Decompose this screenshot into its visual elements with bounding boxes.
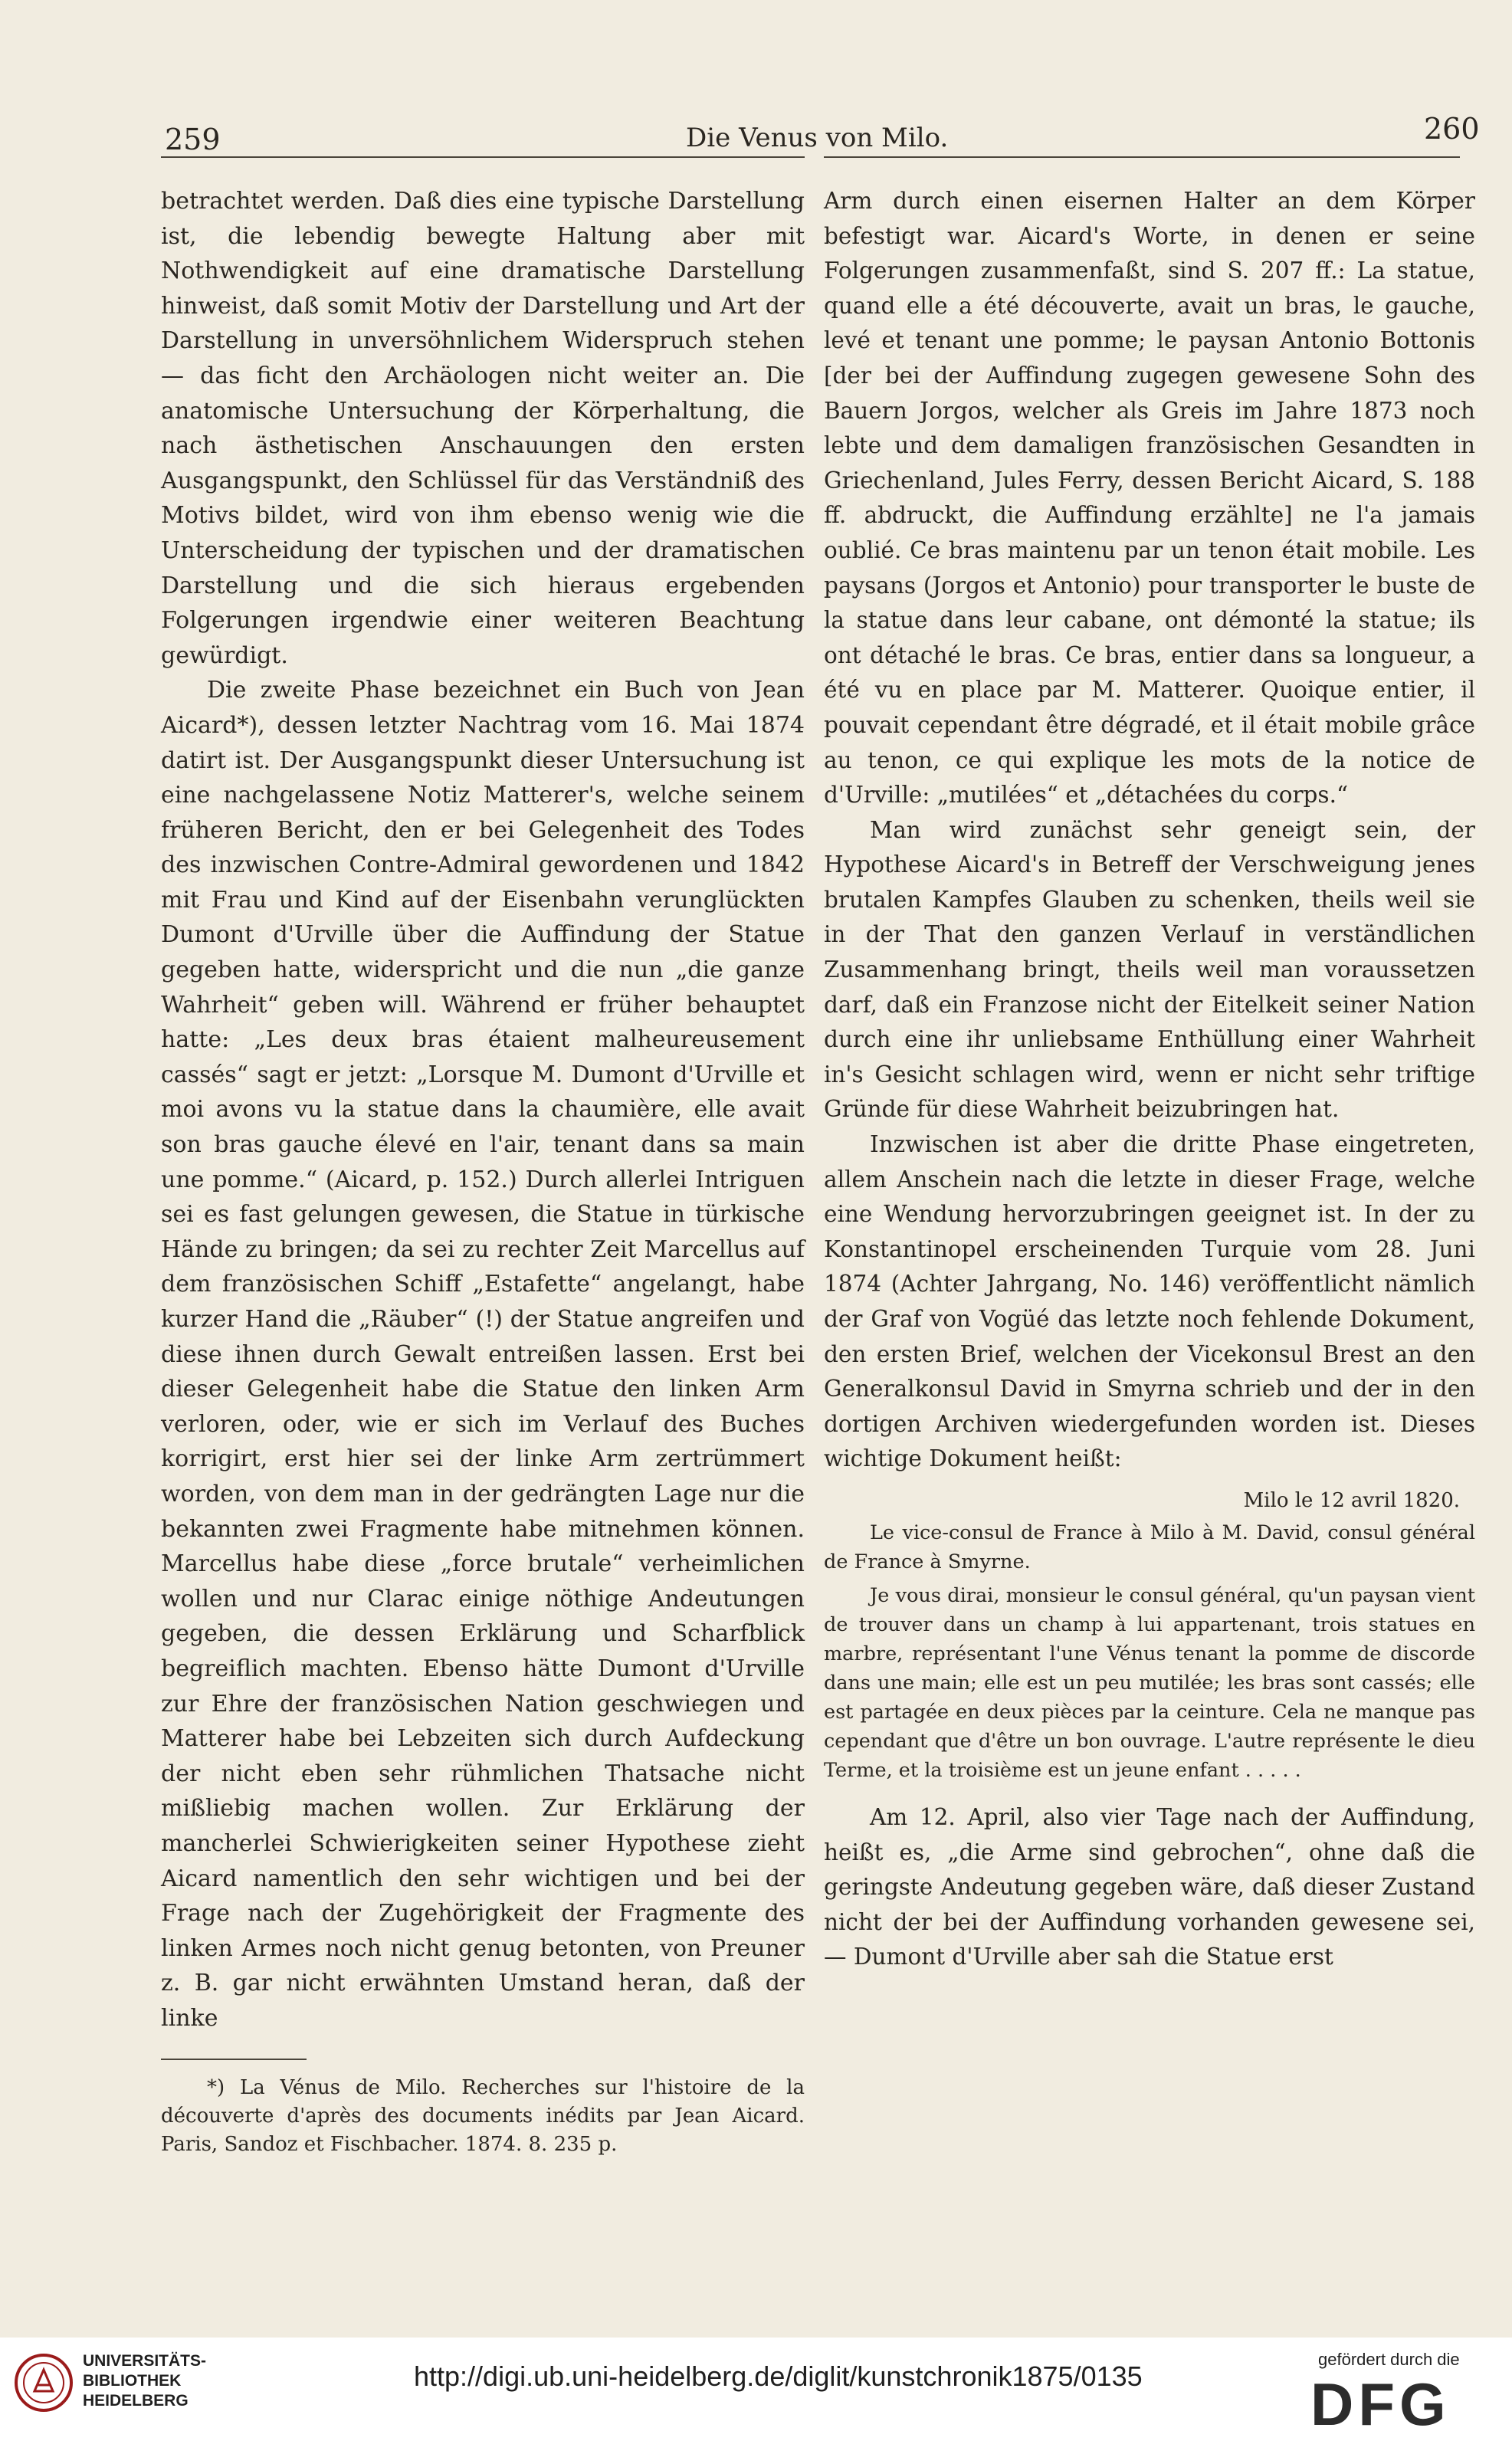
header-rule-left — [161, 156, 805, 158]
paragraph: Die zweite Phase bezeichnet ein Buch von Jean Aicard*), dessen letzter Nachtrag vom 16. Mai 1874 datirt ist. Der Ausgangspunkt dieser Untersuchung ist eine nachgelassene Notiz Matterer's, welche seinem früheren Bericht, den er bei Gelegenheit des Todes des inzwischen Contre-Admiral gewordenen und 1842 mit Frau und Kind auf der Eisenbahn verunglückten Dumont d'Urville über die Auffindung der Statue gegeben hatte, widerspricht und die nun „die ganze Wahrheit“ geben will. Während er früher behauptet hatte: „Les deux bras étaient malheureusement cassés“ sagt er jetzt: „Lorsque M. Dumont d'Urville et moi avons vu la statue dans la chaumière, elle avait son bras gauche élevé en l'air, tenant dans sa main une pomme.“ (Aicard, p. 152.) Durch allerlei Intriguen sei es fast gelungen gewesen, die Statue in türkische Hände zu bringen; da sei zu rechter Zeit Marcellus auf dem französischen Schiff „Estafette“ angelangt, habe kurzer Hand die „Räuber“ (!) der Statue angreifen und diese ihnen durch Gewalt entreißen lassen. Erst bei dieser Gelegenheit habe die Statue den linken Arm verloren, oder, wie er sich im Verlauf des Buches korrigirt, erst hier sei der linke Arm zertrümmert worden, von dem man in der gedrängten Lage nur die bekannten zwei Fragmente habe mitnehmen können. Marcellus habe diese „force brutale“ verheimlichen wollen und nur Clarac einige nöthige Andeutungen gegeben, die dessen Erklärung und Scharfblick begreiflich machten. Ebenso hätte Dumont d'Urville zur Ehre der französischen Nation geschwiegen und Matterer habe bei Lebzeiten sich durch Aufdeckung der nicht eben sehr rühmlichen Thatsache nicht mißliebig machen wollen. Zur Erklärung der mancherlei Schwierigkeiten seiner Hypothese zieht Aicard namentlich den sehr wichtigen und bei der Frage nach der Zugehörigkeit der Fragmente des linken Armes noch nicht genug betonten, von Preuner z. B. gar nicht erwähnten Umstand heran, daß der linke — [161, 677, 805, 2032]
footnote-rule — [161, 2059, 307, 2060]
left-column — [161, 184, 805, 2159]
letter-date: Milo le 12 avril 1820. — [1243, 1488, 1460, 1512]
running-title: Die Venus von Milo. — [686, 123, 949, 153]
page-number-left: 259 — [165, 123, 221, 156]
permalink-url[interactable]: http://digi.ub.uni-heidelberg.de/diglit/kunstchronik1875/0135 — [414, 2360, 1143, 2392]
paragraph: Inzwischen ist aber die dritte Phase eingetreten, allem Anschein nach die letzte in dieser Frage, welche eine Wendung hervorzubringen geeignet ist. In der zu Konstantinopel erscheinenden Turquie vom 28. Juni 1874 (Achter Jahrgang, No. 146) veröffentlicht nämlich der Graf von Vogüé das letzte noch fehlende Dokument, den ersten Brief, welchen der Vicekonsul Brest an den Generalkonsul David in Smyrna schrieb und der in den dortigen Archiven wiedergefunden worden ist. Dieses wichtige Dokument heißt: — [824, 1131, 1475, 1472]
footnote: *) La Vénus de Milo. Recherches sur l'histoire de la découverte d'après des documents inédits par Jean Aicard. Paris, Sandoz et Fischbacher. 1874. 8. 235 p. — [161, 2076, 805, 2157]
paragraph: Am 12. April, also vier Tage nach der Auffindung, heißt es, „die Arme sind gebrochen“, ohne daß die geringste Andeutung gegeben wäre, daß dieser Zustand nicht der bei der Auffindung vorhanden gewesene sei, — Dumont d'Urville aber sah die Statue erst — [824, 1803, 1475, 1970]
letter-body: Je vous dirai, monsieur le consul général, qu'un paysan vient de trouver dans un champ à lui appartenant, trois statues en marbre, représentant l'une Vénus tenant la pomme de discorde dans une main; elle est un peu mutilée; les bras sont cassés; elle est partagée en deux pièces par la ceinture. Cela ne manque pas cependant que d'être un bon ouvrage. L'autre représente le dieu Terme, et la troisième est un jeune enfant . . . . . — [824, 1583, 1475, 1782]
viewer-footer — [0, 2338, 1512, 2454]
paragraph: Man wird zunächst sehr geneigt sein, der Hypothese Aicard's in Betreff der Verschweigung jenes brutalen Kampfes Glauben zu schenken, theils weil sie in der That den ganzen Verlauf in verständlichen Zusammenhang bringt, theils weil man voraussetzen darf, daß ein Franzose nicht der Eitelkeit seiner Nation durch eine ihr unliebsame Enthüllung einer Wahrheit in's Gesicht schlagen wird, wenn er nicht sehr triftige Gründe für diese Wahrheit beizubringen hat. — [824, 816, 1475, 1123]
dfg-logo — [1303, 2371, 1494, 2433]
paragraph: Arm durch einen eisernen Halter an dem Körper befestigt war. Aicard's Worte, in denen er seine Folgerungen zusammenfaßt, sind S. 207 ff.: La statue, quand elle a été découverte, avait un bras, le gauche, levé et tenant une pomme; le paysan Antonio Bottonis [der bei der Auffindung zugegen gewesene Sohn des Bauern Jorgos, welcher als Greis im Jahre 1873 noch lebte und dem damaligen französischen Gesandten in Griechenland, Jules Ferry, dessen Bericht Aicard, S. 188 ff. abdruckt, die Auffindung erzählte] ne l'a jamais oublié. Ce bras maintenu par un tenon était mobile. Les paysans (Jorgos et Antonio) pour transporter le buste de la statue dans leur cabane, ont démonté la statue; ils ont détaché le bras. Ce bras, entier dans sa longueur, a été vu en place par M. Matterer. Quoique entier, il pouvait cependant être dégradé, et il était mobile grâce au tenon, ce qui explique les mots de la notice de d'Urville: „mutilées“ et „détachées du corps.“ — [824, 188, 1475, 809]
funded-by-label: gefördert durch die — [1318, 2350, 1460, 2369]
dfg-wordmark: DFG — [1310, 2371, 1451, 2433]
header-rule-right — [824, 156, 1460, 158]
right-column — [824, 184, 1475, 1975]
university-seal-icon — [14, 2353, 74, 2413]
library-name: UNIVERSITÄTS- BIBLIOTHEK HEIDELBERG — [83, 2352, 207, 2410]
letter-address: Le vice-consul de France à Milo à M. David, consul général de France à Smyrne. — [824, 1521, 1475, 1573]
paragraph: betrachtet werden. Daß dies eine typische Darstellung ist, die lebendig bewegte Haltung aber mit Nothwendigkeit auf eine dramatische Darstellung hinweist, daß somit Motiv der Darstellung und Art der Darstellung in unversöhnlichem Widerspruch stehen — das ficht den Archäologen nicht weiter an. Die anatomische Untersuchung der Körperhaltung, die nach ästhetischen Anschauungen den ersten Ausgangspunkt, den Schlüssel für das Verständniß des Motivs bildet, wird von ihm ebenso wenig wie die Unterscheidung der typischen und der dramatischen Darstellung und die sich hieraus ergebenden Folgerungen irgendwie einer weiteren Beachtung gewürdigt. — [161, 188, 805, 669]
page-number-right: 260 — [1424, 112, 1480, 146]
